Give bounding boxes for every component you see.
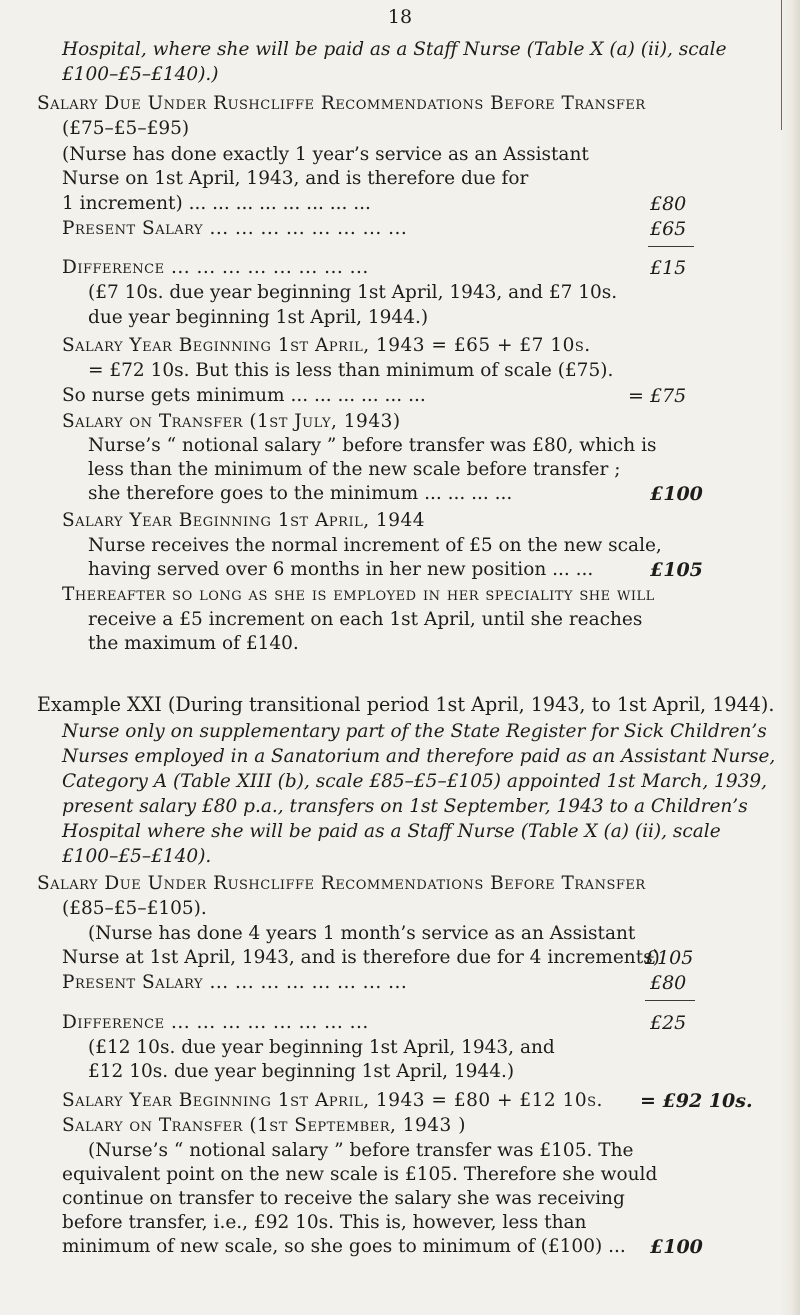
due-amount-2: £105 [645, 947, 694, 969]
transfer-heading-2: Salary on Transfer (1st September, 1943 ) [62, 1115, 466, 1136]
salary-year-1943-line-1: Salary Year Beginning 1st April, 1943 = £65 + £7 10s. [62, 335, 591, 356]
transfer2-line-2: equivalent point on the new scale is £105. Therefore she would [62, 1164, 658, 1185]
transfer2-line-5: minimum of new scale, so she goes to minimum of (£100) ... [62, 1236, 626, 1257]
salary-year-1943-amount: = £75 [628, 385, 687, 407]
salary-year-1943-line-3: So nurse gets minimum ... ... ... ... ... ... [62, 385, 426, 406]
heading-rushcliffe-2: Salary Due Under Rushcliffe Recommendations Before Transfer [37, 873, 646, 894]
salary-year-1944-heading: Salary Year Beginning 1st April, 1944 [62, 510, 426, 531]
present-salary-label-1: Present Salary ... ... ... ... ... ... ... ... [62, 218, 408, 239]
example-line-2: Nurses employed in a Sanatorium and therefore paid as an Assistant Nurse, [62, 746, 776, 767]
note1-line-3: 1 increment) ... ... ... ... ... ... ... ... [62, 193, 371, 214]
present-salary-amount-2: £80 [650, 972, 687, 994]
difference-amount-2: £25 [650, 1012, 687, 1034]
example-line-3: Category A (Table XIII (b), scale £85–£5–£105) appointed 1st March, 1939, [62, 771, 768, 792]
salary-year-1943-line-2: = £72 10s. But this is less than minimum of scale (£75). [88, 360, 614, 381]
example-line-1: Nurse only on supplementary part of the State Register for Sick Children’s [62, 721, 767, 742]
subtotal-rule-2 [645, 1000, 695, 1001]
note1-line-2: Nurse on 1st April, 1943, and is therefore due for [62, 168, 529, 189]
heading-scale-2: (£85–£5–£105). [62, 898, 207, 919]
transfer-amount-2: £100 [650, 1236, 703, 1258]
page-edge-line [781, 0, 782, 130]
due-amount-1: £80 [650, 193, 687, 215]
note1-line-1: (Nurse has done exactly 1 year’s service as an Assistant [62, 144, 589, 165]
transfer2-line-4: before transfer, i.e., £92 10s. This is, however, less than [62, 1212, 587, 1233]
transfer1-line-1: Nurse’s “ notional salary ” before transfer was £80, which is [88, 435, 657, 456]
difference-note2-line-1: (£12 10s. due year beginning 1st April, 1943, and [88, 1037, 555, 1058]
thereafter-line-2: receive a £5 increment on each 1st April, until she reaches [88, 609, 643, 630]
intro-line-2: £100–£5–£140).) [62, 64, 219, 85]
transfer2-line-1: (Nurse’s “ notional salary ” before transfer was £105. The [88, 1140, 634, 1161]
note2-line-1: (Nurse has done 4 years 1 month’s service as an Assistant [88, 923, 636, 944]
thereafter-line-1: Thereafter so long as she is employed in her speciality she will [62, 584, 655, 605]
heading-rushcliffe-1: Salary Due Under Rushcliffe Recommendations Before Transfer [37, 93, 646, 114]
example-xxi-heading: Example XXI (During transitional period 1st April, 1943, to 1st April, 1944). [37, 693, 775, 716]
intro-line-1: Hospital, where she will be paid as a Staff Nurse (Table X (a) (ii), scale [62, 39, 727, 60]
difference-note2-line-2: £12 10s. due year beginning 1st April, 1944.) [88, 1061, 515, 1082]
salary-year-1944-line-2: having served over 6 months in her new position ... ... [88, 559, 594, 580]
transfer-amount-1: £100 [650, 483, 703, 505]
transfer1-line-2: less than the minimum of the new scale before transfer ; [88, 459, 621, 480]
difference-note1-line-2: due year beginning 1st April, 1944.) [88, 307, 429, 328]
difference-note1-line-1: (£7 10s. due year beginning 1st April, 1943, and £7 10s. [88, 282, 618, 303]
subtotal-rule-1 [648, 246, 694, 247]
difference-amount-1: £15 [650, 257, 687, 279]
salary-year-amount-2: = £92 10s. [640, 1090, 753, 1112]
page-edge-shadow [780, 0, 800, 1315]
difference-label-2: Difference ... ... ... ... ... ... ... ... [62, 1012, 369, 1033]
transfer2-line-3: continue on transfer to receive the salary she was receiving [62, 1188, 625, 1209]
present-salary-amount-1: £65 [650, 218, 687, 240]
salary-year-1944-amount: £105 [650, 559, 703, 581]
transfer1-line-3: she therefore goes to the minimum ... ... ... ... [88, 483, 513, 504]
transfer-heading-1: Salary on Transfer (1st July, 1943) [62, 411, 401, 432]
example-line-5: Hospital where she will be paid as a Staff Nurse (Table X (a) (ii), scale [62, 821, 721, 842]
example-line-6: £100–£5–£140). [62, 846, 212, 867]
note2-line-2: Nurse at 1st April, 1943, and is therefore due for 4 increments) [62, 947, 660, 968]
salary-year-line-2: Salary Year Beginning 1st April, 1943 = £80 + £12 10s. [62, 1090, 603, 1111]
heading-scale-1: (£75–£5–£95) [62, 118, 190, 139]
present-salary-label-2: Present Salary ... ... ... ... ... ... ... ... [62, 972, 408, 993]
salary-year-1944-line-1: Nurse receives the normal increment of £5 on the new scale, [88, 535, 662, 556]
difference-label-1: Difference ... ... ... ... ... ... ... ... [62, 257, 369, 278]
thereafter-line-3: the maximum of £140. [88, 633, 299, 654]
page-number: 18 [387, 6, 413, 28]
example-line-4: present salary £80 p.a., transfers on 1st September, 1943 to a Children’s [62, 796, 748, 817]
